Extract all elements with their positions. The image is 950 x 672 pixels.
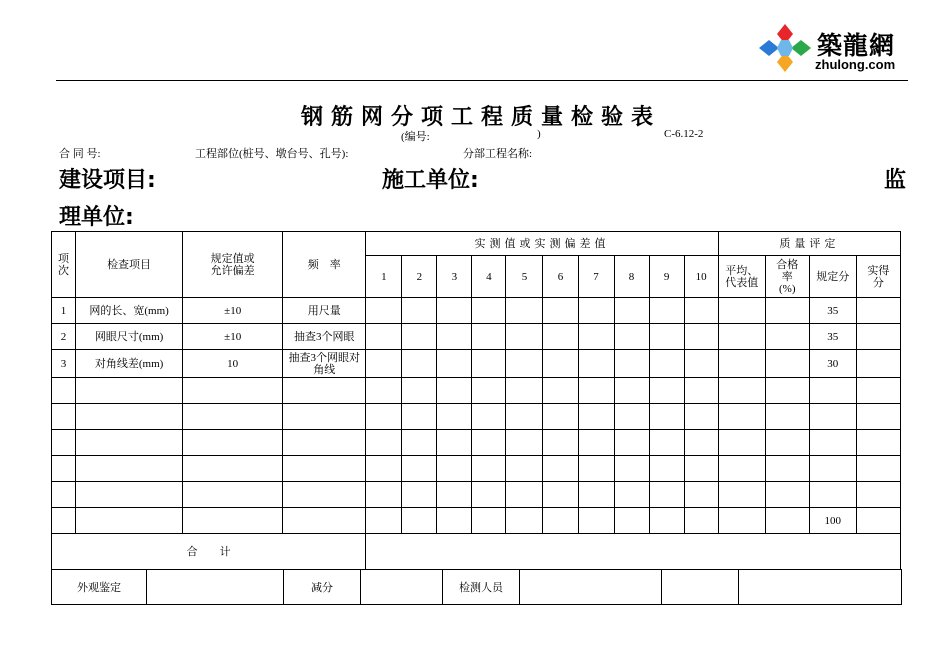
col-10: 10 bbox=[684, 256, 718, 298]
col-2: 2 bbox=[402, 256, 437, 298]
footer-table bbox=[51, 569, 902, 605]
col-7: 7 bbox=[578, 256, 614, 298]
header-item-no: 项次 bbox=[52, 232, 76, 298]
logo-url: zhulong.com bbox=[815, 57, 896, 72]
table-row: 1 网的长、宽(mm) ±10 用尺量 35 bbox=[52, 298, 901, 324]
total-row bbox=[52, 534, 901, 570]
appearance-value bbox=[147, 570, 284, 605]
zhulong-logo bbox=[757, 22, 907, 74]
table-row bbox=[52, 378, 901, 404]
header-pass-rate: 合格率(%) bbox=[765, 256, 809, 298]
header-measured: 实测值或实测偏差值 bbox=[366, 232, 718, 256]
header-standard-score: 规定分 bbox=[809, 256, 856, 298]
location-label: 工程部位(桩号、墩台号、孔号): bbox=[195, 148, 349, 160]
form-code: C-6.12-2 bbox=[664, 128, 704, 140]
col-1: 1 bbox=[366, 256, 402, 298]
table-row bbox=[52, 482, 901, 508]
table-row bbox=[52, 404, 901, 430]
logo-brand: 築龍網 bbox=[817, 31, 896, 60]
deduction-label: 减分 bbox=[284, 570, 361, 605]
construction-project-label: 建设项目: bbox=[59, 168, 156, 193]
header-actual-score: 实得分 bbox=[856, 256, 900, 298]
table-row: 2 网眼尺寸(mm) ±10 抽查3个网眼 35 bbox=[52, 324, 901, 350]
col-5: 5 bbox=[506, 256, 543, 298]
contract-no-label: 合 同 号: bbox=[59, 148, 101, 160]
inspector-label: 检测人员 bbox=[443, 570, 520, 605]
col-6: 6 bbox=[543, 256, 578, 298]
header-quality: 质量评定 bbox=[718, 232, 900, 256]
logo-mark-icon bbox=[757, 22, 813, 74]
table-row bbox=[52, 508, 901, 534]
deduction-value bbox=[361, 570, 443, 605]
header-frequency: 频 率 bbox=[283, 232, 366, 298]
page-title: 钢筋网分项工程质量检验表 bbox=[300, 104, 661, 129]
header-avg: 平均、代表值 bbox=[718, 256, 765, 298]
col-9: 9 bbox=[649, 256, 684, 298]
col-8: 8 bbox=[614, 256, 649, 298]
total-score: 100 bbox=[809, 508, 856, 534]
header-divider bbox=[56, 80, 908, 81]
appearance-label: 外观鉴定 bbox=[52, 570, 147, 605]
code-open: (编号: bbox=[401, 131, 430, 143]
contractor-label: 施工单位: bbox=[382, 168, 479, 193]
table-row bbox=[52, 456, 901, 482]
col-4: 4 bbox=[472, 256, 506, 298]
inspector-value bbox=[520, 570, 662, 605]
subproject-label: 分部工程名称: bbox=[463, 148, 533, 160]
total-label: 合 计 bbox=[52, 534, 366, 570]
table-row bbox=[52, 430, 901, 456]
inspection-table bbox=[51, 231, 901, 570]
supervisor-label-1: 监 bbox=[884, 168, 907, 193]
table-row: 3 对角线差(mm) 10 抽查3个网眼对角线 30 bbox=[52, 350, 901, 378]
col-3: 3 bbox=[437, 256, 472, 298]
header-spec: 规定值或允许偏差 bbox=[183, 232, 283, 298]
supervisor-label-2: 理单位: bbox=[59, 205, 134, 230]
code-close: ) bbox=[537, 128, 541, 140]
header-check-item: 检查项目 bbox=[76, 232, 183, 298]
